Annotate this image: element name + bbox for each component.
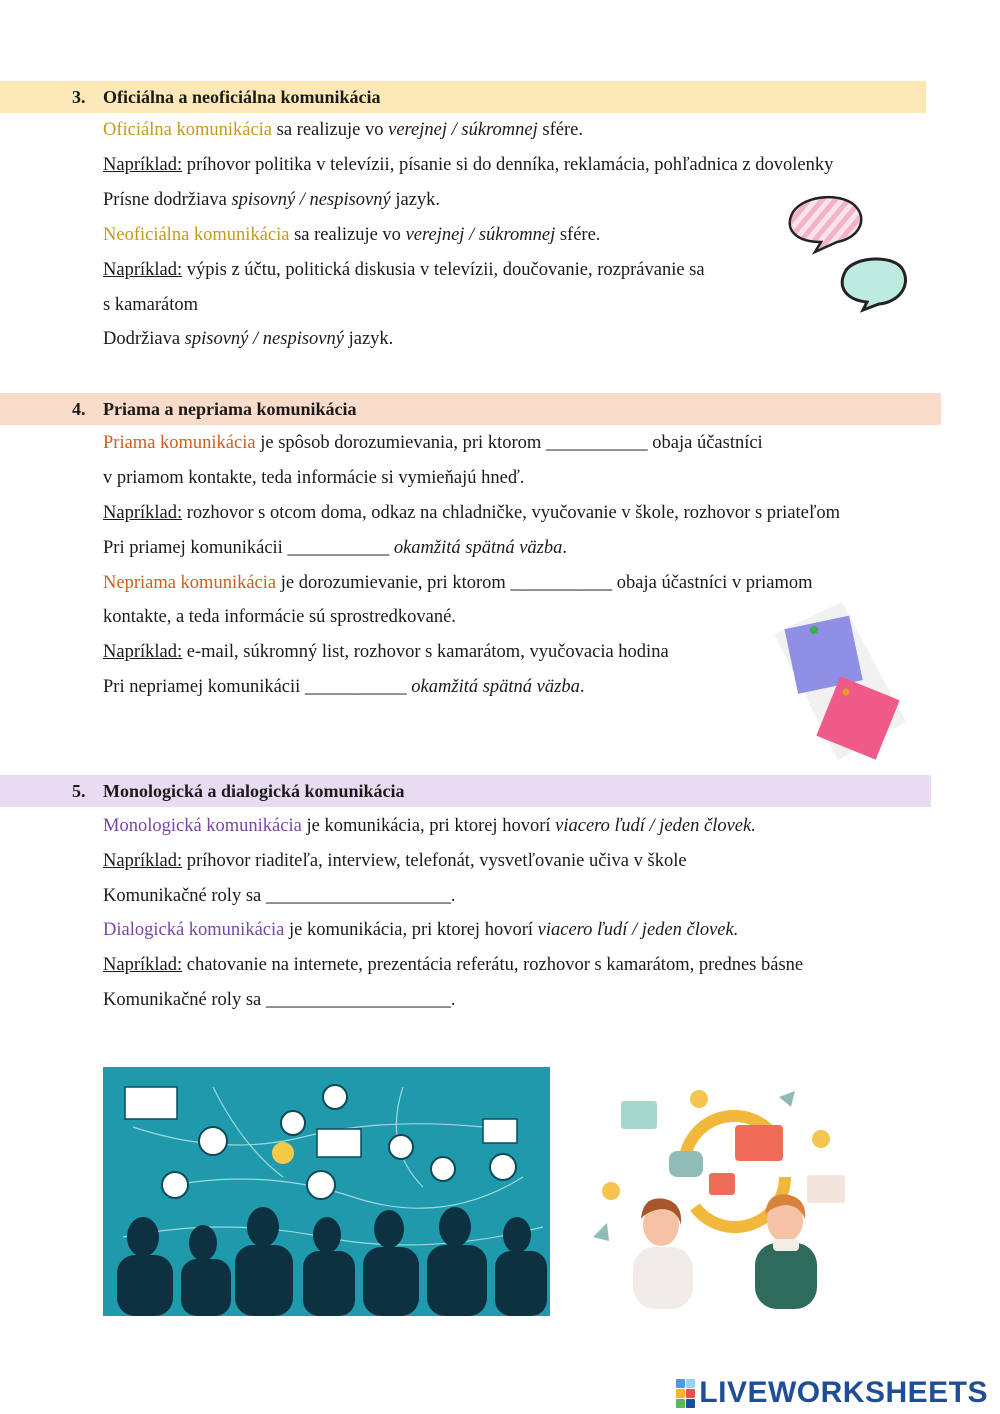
term-dialogicka: Dialogická komunikácia [103, 920, 285, 940]
s4-line-8: Pri nepriamej komunikácii ___________ okamžitá spätná väzba. [103, 677, 585, 697]
s4-line-6: kontakte, a teda informácie sú sprostredkované. [103, 607, 456, 627]
example-label: Napríklad: [103, 503, 183, 523]
s4-line-2: v priamom kontakte, teda informácie si vymieňajú hneď. [103, 468, 525, 488]
sticky-notes-illustration [770, 600, 910, 765]
section-title: Priama a nepriama komunikácia [103, 399, 357, 419]
section-title: Oficiálna a neoficiálna komunikácia [103, 87, 381, 107]
example-label: Napríklad: [103, 260, 183, 280]
section-4-heading [72, 393, 357, 425]
s5-line-4: Dialogická komunikácia je komunikácia, pri ktorej hovorí viacero ľudí / jeden človek. [103, 920, 739, 940]
s4-line-4: Pri priamej komunikácii ___________ okamžitá spätná väzba. [103, 538, 568, 558]
logo-mark-icon [676, 1379, 695, 1408]
s5-line-5: Napríklad: chatovanie na internete, prezentácia referátu, rozhovor s kamarátom, prednes básne [103, 955, 804, 975]
s4-line-1: Priama komunikácia je spôsob dorozumievania, pri ktorom ___________ obaja účastníci [103, 433, 763, 453]
term-monologicka: Monologická komunikácia [103, 816, 302, 836]
choice-nespisovny[interactable]: nespisovný [309, 190, 391, 210]
blank-roly[interactable]: Komunikačné roly sa ____________________. [103, 886, 456, 906]
example-label: Napríklad: [103, 155, 183, 175]
choice-spisovny[interactable]: spisovný [231, 190, 296, 210]
s3-line-2: Napríklad: príhovor politika v televízii, písanie si do denníka, reklamácia, pohľadnica z dovolenky [103, 155, 834, 175]
section-5-heading [72, 775, 405, 807]
term-neoficialna: Neoficiálna komunikácia [103, 225, 290, 245]
conversation-illustration [585, 1087, 870, 1309]
s5-line-2: Napríklad: príhovor riaditeľa, interview, telefonát, vysvetľovanie učiva v škole [103, 851, 687, 871]
section-3-heading [72, 81, 381, 113]
section-number: 4. [72, 399, 86, 419]
s5-line-1: Monologická komunikácia je komunikácia, pri ktorej hovorí viacero ľudí / jeden človek. [103, 816, 756, 836]
term-priama: Priama komunikácia [103, 433, 256, 453]
logo-text: LIVEWORKSHEETS [699, 1376, 988, 1409]
example-label: Napríklad: [103, 851, 183, 871]
section-number: 5. [72, 781, 86, 801]
s3-line-5: Napríklad: výpis z účtu, politická diskusia v televízii, doučovanie, rozprávanie sa [103, 260, 705, 280]
network-people-illustration [103, 1067, 550, 1316]
s4-line-3: Napríklad: rozhovor s otcom doma, odkaz na chladničke, vyučovanie v škole, rozhovor s priateľom [103, 503, 841, 523]
choice-hovori[interactable]: viacero ľudí / jeden človek. [537, 920, 739, 940]
liveworksheets-logo[interactable] [676, 1376, 988, 1410]
choice-nespisovny[interactable]: nespisovný [262, 329, 344, 349]
example-label: Napríklad: [103, 955, 183, 975]
choice-spisovny[interactable]: spisovný [184, 329, 249, 349]
term-nepriama: Nepriama komunikácia [103, 573, 277, 593]
choice-sfera[interactable]: verejnej / súkromnej [405, 225, 556, 245]
blank-roly[interactable]: Komunikačné roly sa ____________________. [103, 990, 456, 1010]
choice-sfera[interactable]: verejnej / súkromnej [388, 120, 538, 140]
s3-line-4: Neoficiálna komunikácia sa realizuje vo verejnej / súkromnej sfére. [103, 225, 601, 245]
s4-line-5: Nepriama komunikácia je dorozumievanie, pri ktorom ___________ obaja účastníci v priamom [103, 573, 813, 593]
s3-line-7: Dodržiava spisovný / nespisovný jazyk. [103, 329, 394, 349]
s5-line-6 [103, 988, 456, 1012]
section-title: Monologická a dialogická komunikácia [103, 781, 405, 801]
s3-line-6: s kamarátom [103, 295, 199, 315]
term-oficialna: Oficiálna komunikácia [103, 120, 273, 140]
choice-hovori[interactable]: viacero ľudí / jeden človek. [555, 816, 756, 836]
s3-line-1: Oficiálna komunikácia sa realizuje vo verejnej / súkromnej sfére. [103, 120, 583, 140]
example-label: Napríklad: [103, 642, 183, 662]
section-number: 3. [72, 87, 86, 107]
s5-line-3 [103, 884, 456, 908]
speech-bubbles-illustration [775, 190, 915, 320]
s3-line-3: Prísne dodržiava spisovný / nespisovný jazyk. [103, 190, 441, 210]
s4-line-7: Napríklad: e-mail, súkromný list, rozhovor s kamarátom, vyučovacia hodina [103, 642, 669, 662]
